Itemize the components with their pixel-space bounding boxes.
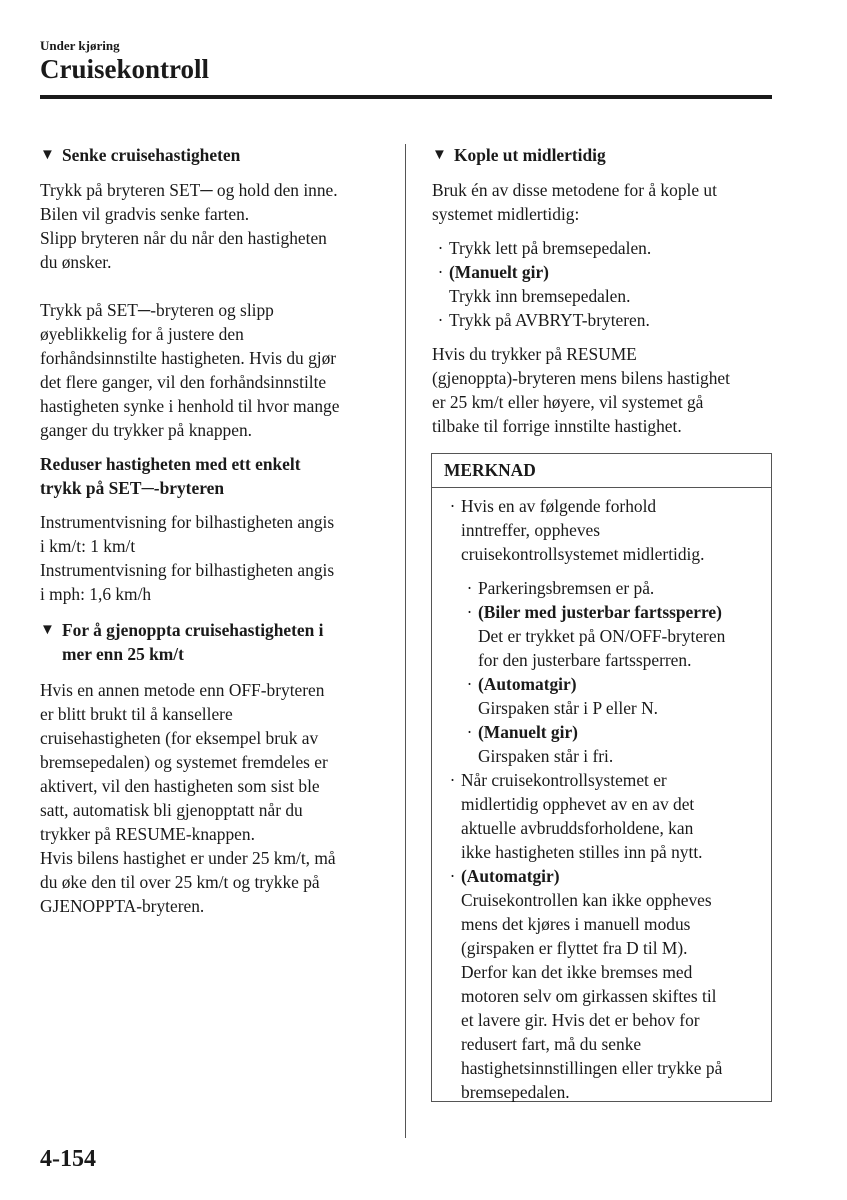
text-line: inntreffer, oppheves	[461, 520, 601, 540]
paragraph	[40, 178, 390, 274]
text-line: Hvis du trykker på RESUME	[432, 344, 637, 364]
text-line: mens det kjøres i manuell modus	[461, 914, 691, 934]
right-column	[432, 143, 777, 438]
triangle-down-icon: ▼	[432, 147, 447, 163]
text-line: ganger du trykker på knappen.	[40, 420, 252, 440]
heading-text: Senke cruisehastigheten	[62, 145, 241, 165]
text-line: er blitt brukt til å kansellere	[40, 704, 233, 724]
bullet-icon: ·	[466, 578, 473, 598]
text-line: bremsepedalen) og systemet fremdeles er	[40, 752, 328, 772]
list-item	[432, 236, 777, 260]
heading-kople-ut	[432, 143, 777, 167]
list-item-text	[478, 600, 725, 672]
text-line: mer enn 25 km/t	[62, 644, 184, 664]
text-line: Derfor kan det ikke bremses med	[461, 962, 693, 982]
list-item-text	[449, 260, 630, 308]
text-line: (Automatgir)	[461, 866, 560, 886]
note-box	[431, 453, 772, 1102]
heading-text	[62, 618, 324, 666]
text-line: aktuelle avbruddsforholdene, kan	[461, 818, 694, 838]
sub-list-item	[461, 600, 769, 672]
sub-list	[461, 576, 769, 768]
paragraph	[432, 178, 777, 226]
text-line: Slipp bryteren når du når den hastigheten	[40, 228, 327, 248]
paragraph	[40, 678, 390, 918]
text-line: bremsepedalen.	[461, 1082, 570, 1102]
text-line: (gjenoppta)-bryteren mens bilens hastighet	[432, 368, 730, 388]
text-line: (Manuelt gir)	[478, 722, 578, 742]
triangle-down-icon: ▼	[40, 622, 55, 638]
text-line: et lavere gir. Hvis det er behov for	[461, 1010, 700, 1030]
left-column	[40, 143, 390, 918]
text-line: Bilen vil gradvis senke farten.	[40, 204, 250, 224]
bullet-icon: ·	[466, 674, 473, 694]
text-line: Reduser hastigheten med ett enkelt	[40, 454, 301, 474]
text-line: trykker på RESUME-knappen.	[40, 824, 255, 844]
list-item-text	[478, 720, 613, 768]
text-line: det flere ganger, vil den forhåndsinnstilte	[40, 372, 327, 392]
text-line: (Biler med justerbar fartssperre)	[478, 602, 722, 622]
list-item-text	[461, 494, 704, 566]
paragraph	[40, 510, 390, 606]
list-item	[432, 308, 777, 332]
list-item-text: Trykk på AVBRYT-bryteren.	[449, 310, 650, 330]
text-line: Cruisekontrollen kan ikke oppheves	[461, 890, 712, 910]
bullet-icon: ·	[466, 602, 473, 622]
subheading	[40, 452, 390, 500]
bullet-list	[432, 236, 777, 332]
text-line: Instrumentvisning for bilhastigheten angis	[40, 512, 335, 532]
note-title: MERKNAD	[432, 454, 771, 488]
text-line: øyeblikkelig for å justere den	[40, 324, 244, 344]
list-item	[444, 494, 769, 566]
text-line: Det er trykket på ON/OFF-bryteren	[478, 626, 726, 646]
text-line: For å gjenoppta cruisehastigheten i	[62, 620, 324, 640]
text-line: (Automatgir)	[478, 674, 577, 694]
text-line: GJENOPPTA-bryteren.	[40, 896, 205, 916]
text-line: Hvis bilens hastighet er under 25 km/t, må	[40, 848, 336, 868]
text-line: Trykk på SET─-bryteren og slipp	[40, 300, 274, 320]
text-line: i mph: 1,6 km/h	[40, 584, 152, 604]
list-item-text	[461, 768, 703, 864]
paragraph	[40, 298, 390, 442]
heading-gjenoppta	[40, 618, 390, 666]
text-line: Girspaken står i fri.	[478, 746, 614, 766]
paragraph	[432, 342, 777, 438]
text-line: for den justerbare fartssperren.	[478, 650, 692, 670]
note-body	[444, 494, 769, 1104]
sub-list-item	[461, 720, 769, 768]
text-line: Hvis en annen metode enn OFF-bryteren	[40, 680, 325, 700]
bullet-icon: ·	[449, 866, 456, 886]
sub-list-item	[461, 576, 769, 600]
text-line: (Manuelt gir)	[449, 262, 549, 282]
heading-senke	[40, 143, 390, 167]
heading-text: Kople ut midlertidig	[454, 145, 606, 165]
page-title: Cruisekontroll	[40, 54, 210, 84]
text-line: Instrumentvisning for bilhastigheten angis	[40, 560, 335, 580]
list-item	[432, 260, 777, 308]
text-line: hastighetsinnstillingen eller trykke på	[461, 1058, 723, 1078]
bullet-icon: ·	[437, 238, 444, 258]
column-divider	[405, 144, 406, 1138]
text-line: trykk på SET─-bryteren	[40, 478, 224, 498]
text-line: du ønsker.	[40, 252, 112, 272]
bullet-icon: ·	[449, 770, 456, 790]
text-line: Hvis en av følgende forhold	[461, 496, 657, 516]
bullet-icon: ·	[466, 722, 473, 742]
text-line: forhåndsinnstilte hastigheten. Hvis du gjør	[40, 348, 337, 368]
text-line: aktivert, vil den hastigheten som sist ble	[40, 776, 320, 796]
list-item	[444, 768, 769, 864]
text-line: i km/t: 1 km/t	[40, 536, 136, 556]
page-number: 4-154	[40, 1146, 96, 1172]
text-line: tilbake til forrige innstilte hastighet.	[432, 416, 682, 436]
bullet-icon: ·	[449, 496, 456, 516]
text-line: ikke hastigheten stilles inn på nytt.	[461, 842, 703, 862]
text-line: cruisekontrollsystemet midlertidig.	[461, 544, 705, 564]
list-item-text: Trykk lett på bremsepedalen.	[449, 238, 652, 258]
text-line: midlertidig opphevet av en av det	[461, 794, 695, 814]
list-item	[444, 864, 769, 1104]
text-line: redusert fart, må du senke	[461, 1034, 642, 1054]
text-line: cruisehastigheten (for eksempel bruk av	[40, 728, 319, 748]
list-item-text	[461, 864, 722, 1104]
list-item-text: Parkeringsbremsen er på.	[478, 578, 655, 598]
text-line: hastigheten synke i henhold til hvor mange	[40, 396, 340, 416]
bullet-icon: ·	[437, 262, 444, 282]
text-line: er 25 km/t eller høyere, vil systemet gå	[432, 392, 704, 412]
text-line: systemet midlertidig:	[432, 204, 580, 224]
text-line: du øke den til over 25 km/t og trykke på	[40, 872, 320, 892]
sub-list-item	[461, 672, 769, 720]
text-line: satt, automatisk bli gjenopptatt når du	[40, 800, 303, 820]
text-line: Bruk én av disse metodene for å kople ut	[432, 180, 717, 200]
title-rule	[40, 95, 772, 99]
bullet-icon: ·	[437, 310, 444, 330]
triangle-down-icon: ▼	[40, 147, 55, 163]
text-line: Trykk på bryteren SET─ og hold den inne.	[40, 180, 338, 200]
section-label: Under kjøring	[40, 38, 120, 53]
text-line: Girspaken står i P eller N.	[478, 698, 658, 718]
text-line: motoren selv om girkassen skiftes til	[461, 986, 717, 1006]
text-line: (girspaken er flyttet fra D til M).	[461, 938, 688, 958]
list-item-text	[478, 672, 658, 720]
text-line: Når cruisekontrollsystemet er	[461, 770, 667, 790]
text-line: Trykk inn bremsepedalen.	[449, 286, 631, 306]
